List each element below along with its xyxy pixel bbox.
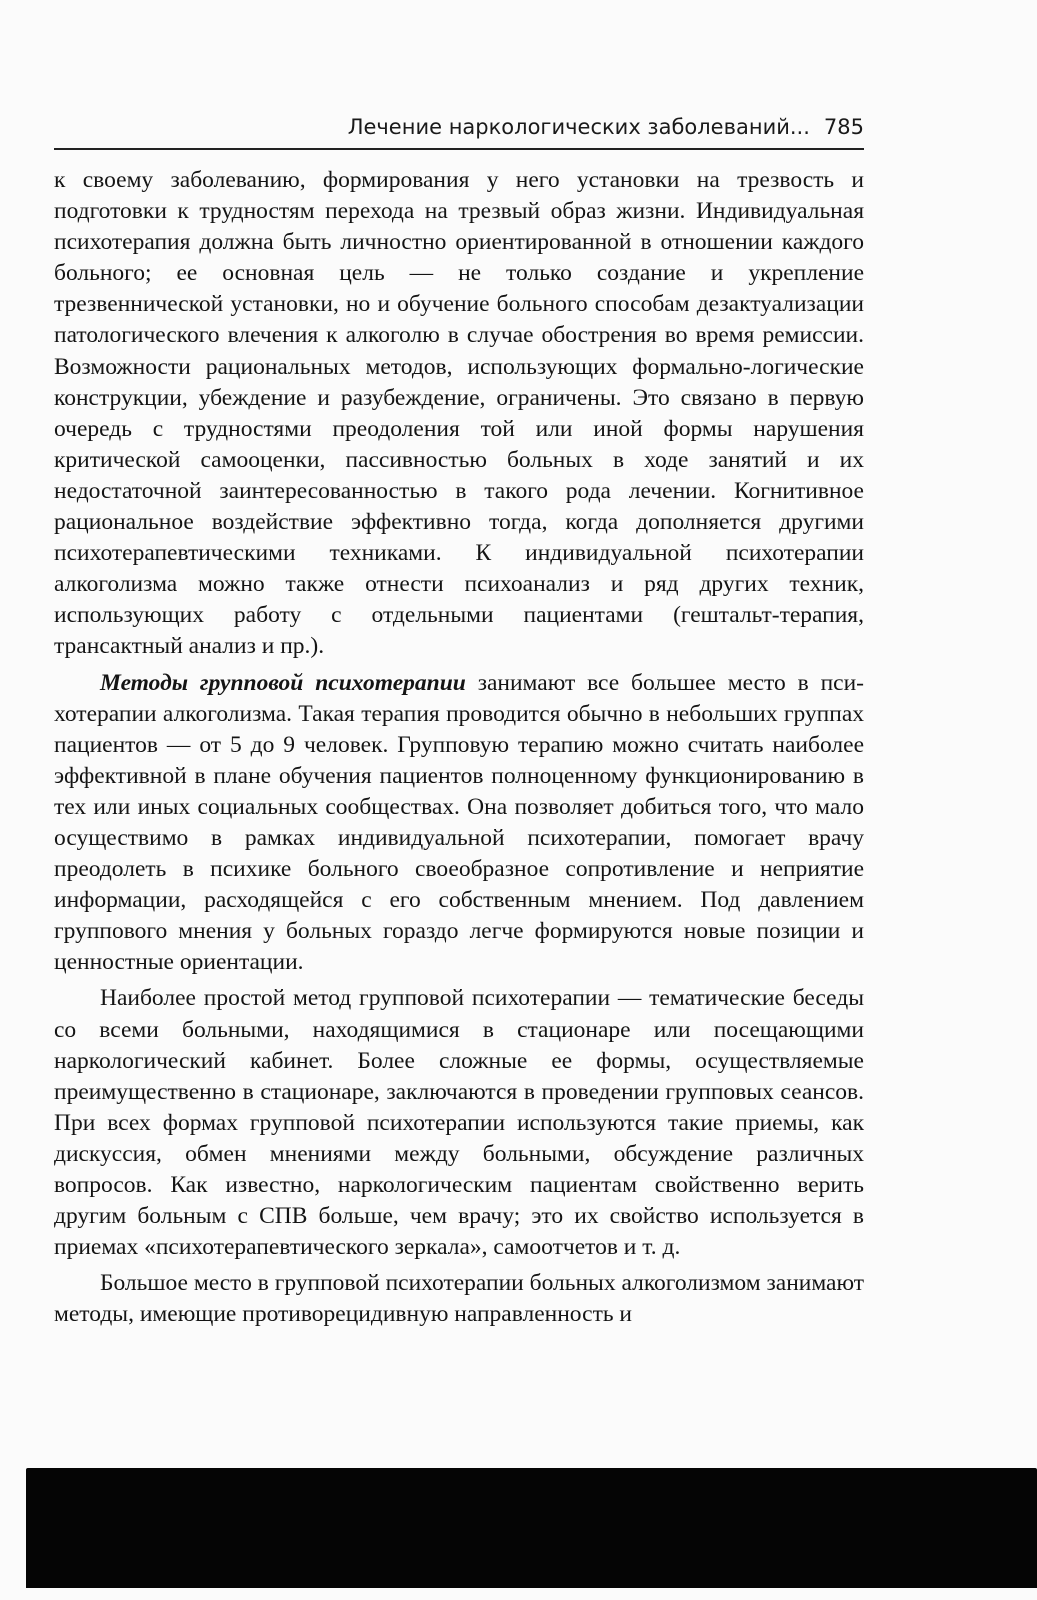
paragraph-2-emphasis: Методы групповой психотерапии (100, 669, 466, 696)
page-number: 785 (823, 115, 864, 139)
paragraph-4: Большое место в групповой психотерапии больных алкоголизмом занимают методы, имеющие противорецидивную направленность и (54, 1270, 864, 1328)
running-header (54, 112, 864, 150)
paragraph-2 (54, 668, 864, 979)
paragraph-2-text: занимают все большее место в психотерапии алкоголизма. Такая терапия проводится обычно в небольших группах пациентов — от 5 до 9 человек. Групповую терапию можно считать наиболее эффективной в плане обучения пациентов полноценному функционированию в тех или иных социальных сообществах. Она позволяет добиться того, что мало осуществимо в рамках индивидуальной психотерапии, помогает врачу преодолеть в психике больного своеобразное сопротивление и неприятие информации, расходящейся с его собственным мнением. Под давлением группового мнения у больных гораздо легче формируются новые позиции и ценностные ориентации. (54, 669, 864, 976)
paragraph-1: к своему заболеванию, формирования у него установки на трезвость и подготовки к трудностям перехода на трезвый образ жизни. Индивидуальная психотерапия должна быть личностно ориентированной в отношении каждого больного; ее основная цель — не только создание и укрепление трезвеннической установки, но и обучение больного способам дезактуализации патологического влечения к алкоголю в случае обострения во время ремиссии. Возможности рациональных методов, использующих формально-логические конструкции, убеждение и разубеждение, ограничены. Это связано в первую очередь с трудностями преодоления той или иной формы нарушения критической самооценки, пассивностью больных в ходе занятий и их недостаточной заинтересованностью в такого рода лечении. Когнитивное рациональное воздействие эффективно тогда, когда дополняется другими психотерапевтическими техниками. К индивидуальной психотерапии алкоголизма можно также отнести психоанализ и ряд других техник, использующих работу с отдельными пациентами (гештальт-терапия, трансактный анализ и пр.). (54, 167, 864, 660)
paragraph-3: Наиболее простой метод групповой психотерапии — тематические беседы со всеми больными, находящимися в стационаре или посещающими наркологический кабинет. Более сложные ее формы, осуществляемые преимущественно в стационаре, заключаются в проведении групповых сеансов. При всех формах групповой психотерапии используются такие приемы, как дискуссия, обмен мнениями между больными, обсуждение различных вопросов. Как известно, наркологическим пациентам свойственно верить другим больным с СПВ больше, чем врачу; это их свойство используется в приемах «психотерапевтического зеркала», самоотчетов и т. д. (54, 985, 864, 1261)
body-text (54, 165, 864, 1330)
scan-black-band (26, 1476, 1037, 1588)
chapter-title: Лечение наркологических заболеваний... (347, 115, 810, 139)
